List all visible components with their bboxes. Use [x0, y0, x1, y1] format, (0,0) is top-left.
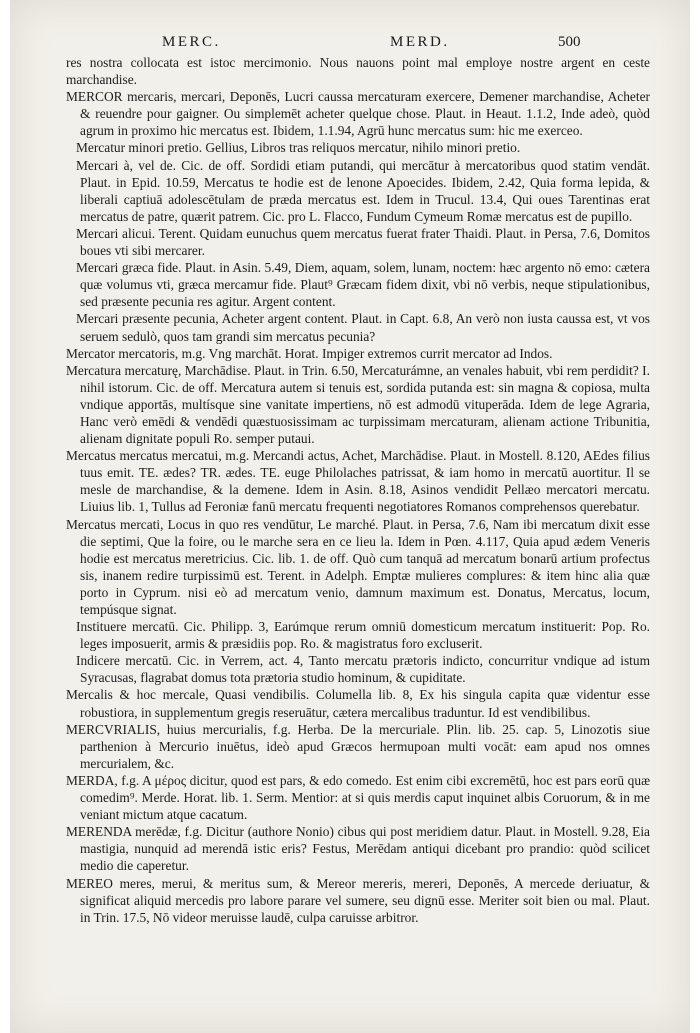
page-number: 500	[558, 34, 581, 50]
dictionary-entry: Mercalis & hoc mercale, Quasi vendibilis. Columella lib. 8, Ex his singula capita quæ videntur esse robustiora, in supplementum gregis reseruātur, cætera mercalibus traduntur. Id est vendibilibus.	[66, 687, 650, 720]
dictionary-entry: Instituere mercatū. Cic. Philipp. 3, Earúmque rerum omniū domesticum mercatum instituerit: Pop. Ro. leges imposuerit, armis & præsidiis pop. Ro. & magistratus foro excluserit.	[76, 619, 650, 652]
dictionary-entry: MERCVRIALIS, huius mercurialis, f.g. Herba. De la mercuriale. Plin. lib. 25. cap. 5, Linozotis siue parthenion à Mercurio inuētus, ideò apud Græcos hermupoan multi vocāt: eam apud nos omnes mercurialem, &c.	[66, 721, 650, 771]
dictionary-entry: Mercatura mercaturę, Marchādise. Plaut. in Trin. 6.50, Mercaturámne, an venales habuit, vbi rem perdidit? I. nihil istorum. Cic. de off. Mercatura autem si tenuis est, sordida putanda est: sin magna & copiosa, multa vndique apportās, multísque sine vanitate impertiens, nō est admodū vituperāda. Idem de lege Agraria, Hanc verò emēdi & vendēdi quæstuosissimam ac turpissimam mercaturam, alienam actione Tribunitia, alienam dignitate populi Ro. semper putaui.	[66, 362, 650, 447]
dictionary-entry: MERENDA merēdæ, f.g. Dicitur (authore Nonio) cibus qui post meridiem datur. Plaut. in Mostell. 9.28, Eia mastigia, nunquid ad merendā istic eris? Festus, Merēdam antiqui dicebant pro prandio: quòd scilicet medio die caperetur.	[66, 824, 650, 874]
dictionary-entry: MERCOR mercaris, mercari, Deponēs, Lucri caussa mercaturam exercere, Demener marchandise, Acheter & reuendre pour gaigner. Ou simplemēt acheter quelque chose. Plaut. in Heaut. 1.1.2, Inde adeò, quòd agrum in proximo hic mercatus est. Ibidem, 1.1.94, Agrū hunc mercatus sum: hic me exerceo.	[66, 89, 650, 139]
dictionary-entry: Mercari præsente pecunia, Acheter argent content. Plaut. in Capt. 6.8, An verò non iusta caussa est, vt vos seruem sedulò, quos tam grandi sim mercatus pecunia?	[76, 311, 650, 344]
dictionary-entry: Mercari à, vel de. Cic. de off. Sordidi etiam putandi, qui mercātur à mercatoribus quod statim vendāt. Plaut. in Epid. 10.59, Mercatus te hodie est de lenone Apoecides. Ibidem, 2.42, Quia forma lepida, & liberali captiuā adolescētulam de præda mercatus est. Idem in Trucul. 13.4, Qui oues Tarentinas erat mercatus de patre, quærit patrem. Cic. pro L. Flacco, Fundum Cymeum Romæ mercatus est de pupillo.	[76, 157, 650, 224]
dictionary-entry: Mercari græca fide. Plaut. in Asin. 5.49, Diem, aquam, solem, lunam, noctem: hæc argento nō emo: cætera quæ volumus vti, græca mercamur fide. Plaut⁹ Græcam fidem dixit, vbi nō verbis, neque stipulationibus, sed præsente pecunia res agitur. Argent content.	[76, 260, 650, 310]
dictionary-entry: Mercatur minori pretio. Gellius, Libros tras reliquos mercatur, nihilo minori pretio.	[76, 140, 521, 156]
dictionary-entry: Indicere mercatū. Cic. in Verrem, act. 4, Tanto mercatu prætoris indicto, concurritur vndique ad istum Syracusas, flagrabat domus tota prætoria studio hominum, & cupiditate.	[76, 653, 650, 686]
header-center: MERD.	[390, 34, 450, 50]
dictionary-entry: Mercatus mercatus mercatui, m.g. Mercandi actus, Achet, Marchādise. Plaut. in Mostell. 8.120, AEdes filius tuus emit. TE. ædes? TR. ædes. TE. euge Philolaches patrissat, & iam homo in mercatū auortitur. Il se mesle de marchandise, & la demene. Idem in Asin. 8.18, Asinos vendidit Pellæo mercatori mercatu. Liuius lib. 1, Tullus ad Feroniæ fanū mercatu frequenti negotiatores Romanos comprehensos querebatur.	[66, 448, 650, 515]
dictionary-entry: Mercator mercatoris, m.g. Vng marchāt. Horat. Impiger extremos currit mercator ad Indos.	[66, 345, 553, 361]
header-left: MERC.	[162, 34, 221, 50]
page	[10, 0, 690, 1033]
running-head	[10, 34, 690, 56]
dictionary-entry: Mercari alicui. Terent. Quidam eunuchus quem mercatus fuerat frater Thaidi. Plaut. in Persa, 7.6, Domitos boues vti sibi mercarer.	[76, 225, 650, 259]
dictionary-entry: res nostra collocata est istoc mercimonio. Nous nauons point mal employe nostre argent en ceste marchandise.	[66, 55, 650, 88]
dictionary-text	[66, 54, 650, 926]
dictionary-entry: Mercatus mercati, Locus in quo res vendūtur, Le marché. Plaut. in Persa, 7.6, Nam ibi mercatum dixit esse die septimi, Que la foire, ou le marche sera en ce lieu la. Idem in Pœn. 4.117, Quia apud ædem Veneris hodie est mercatus meretricius. Cic. lib. 1. de off. Quò cum tanquā ad mercatum bonarū artium profectus sis, inanem redire turpissimū est. Terent. in Adelph. Emptæ mulieres complures: & item hinc alia quæ porto in Cyprum. nisi eò ad mercatum venio, damnum maximum est. Donatus, Mercatus, locum, tempúsque signat.	[66, 516, 650, 617]
dictionary-entry: MERDA, f.g. A μέρος dicitur, quod est pars, & edo comedo. Est enim cibi excremētū, hoc est pars eorū quæ comedim⁹. Merde. Horat. lib. 1. Serm. Mentior: at si quis merdis caput inquinet albis Coruorum, & in me veniant mictum atque cacatum.	[66, 772, 650, 823]
dictionary-entry: MEREO meres, merui, & meritus sum, & Mereor mereris, mereri, Deponēs, A mercede deriuatur, & significat aliquid mercedis pro labore parare vel sumere, seu dignū esse. Meriter soit bien ou mal. Plaut. in Trin. 17.5, Nō videor meruisse laudē, culpa caruisse arbitror.	[66, 875, 650, 925]
